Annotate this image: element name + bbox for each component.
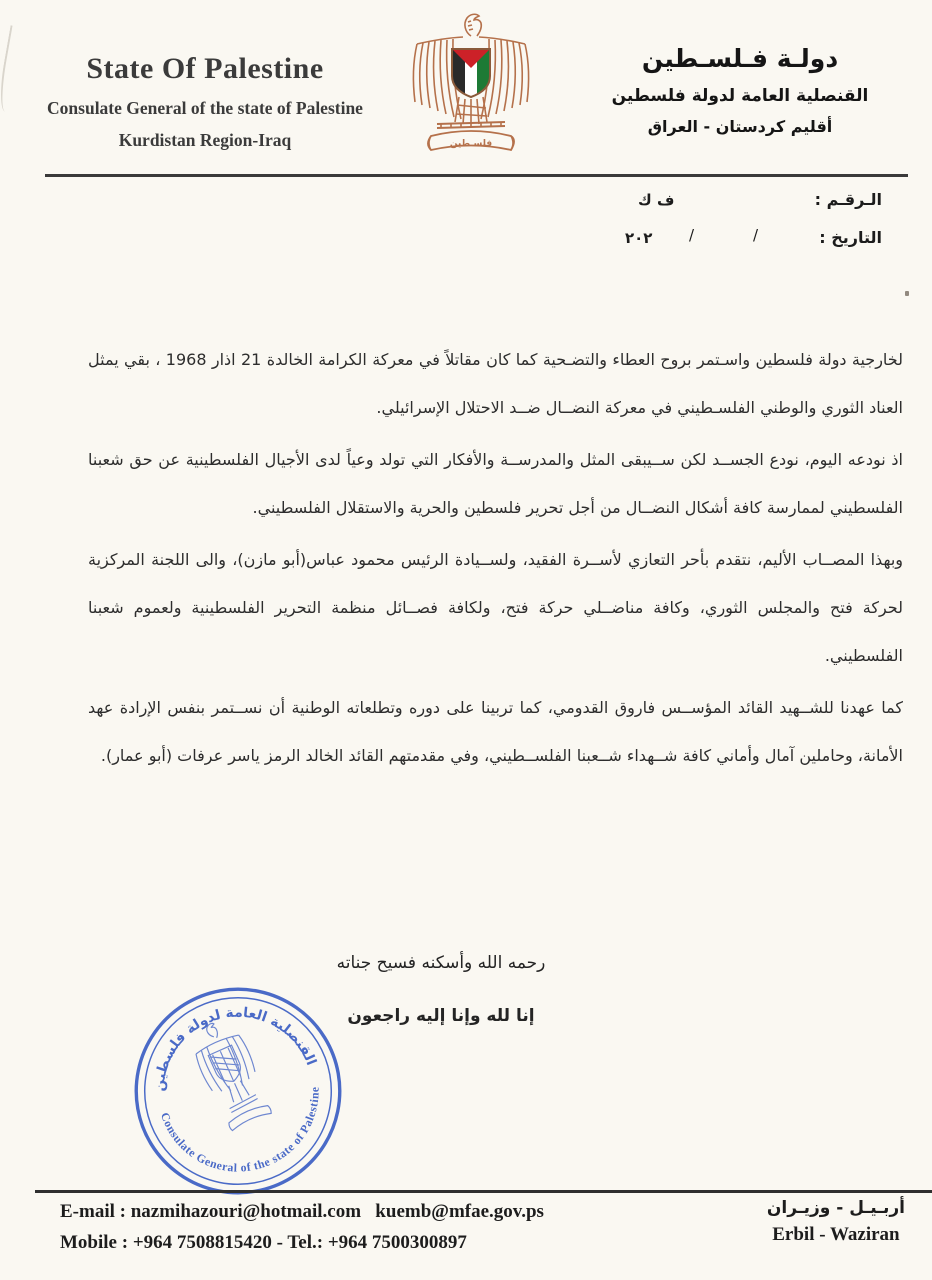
header-subtitle-ar: القنصلية العامة لدولة فلسطين [611,86,869,106]
footer-city-arabic: أربـيـل - وزيـران [766,1198,905,1218]
emblem-banner-text: فلسـطين [449,139,493,149]
footer-divider [35,1190,932,1193]
ref-number-label: الـرقـم : [814,190,882,209]
ref-date-slash: / [753,226,759,244]
letter-body [88,336,903,784]
header-region-ar: أقليم كردستان - العراق [647,117,833,136]
footer-location [767,1198,905,1246]
header-divider [45,174,908,177]
stamp-arabic-text: القنصلية العامة لدولة فلسطين [151,1004,320,1092]
header-arabic [570,44,910,136]
svg-text:Consulate General of the state [158,1084,335,1187]
paragraph-4: كما عهدنا للشــهيد القائد المؤســس فاروق القدومي، كما تربينا على دوره وتطلعاته الوطنية أن نســتمر بنفس الإرادة عهد الأمانة، وحاملين آمال وأماني كافة شــهداء شــعبنا الفلســطيني، وفي مقدمتهم القائد الخالد الرمز ياسر عرفات (أبو عمار). [88,698,903,765]
ref-date-year: ٢٠٢ [625,229,653,247]
footer-email-line: E-mail : nazmihazouri@hotmail.com kuemb@mfae.gov.ps [60,1201,544,1222]
paragraph-1: لخارجية دولة فلسطين واسـتمر بروح العطاء والتضـحية كما كان مقاتلاً في معركة الكرامة الخالدة 21 اذار 1968 ، بقي يمثل العناد الثوري والوطني الفلسـطيني في معركة النضــال ضــد الاحتلال الإسرائيلي. [88,350,904,417]
paragraph-3: وبهذا المصــاب الأليم، نتقدم بأحر التعازي لأســرة الفقيد، ولســيادة الرئيس محمود عباس(أبو مازن)، والى اللجنة المركزية لحركة فتح والمجلس الثوري، وكافة مناضــلي حركة فتح، ولكافة فصــائل منظمة التحرير الفلسطينية ولعموم شعبنا الفلسطيني. [88,550,903,665]
header-title-ar: دولـة فـلسـطين [641,44,839,73]
scan-speck [905,291,909,296]
header-title-en: State Of Palestine [86,52,324,85]
header-region-en: Kurdistan Region-Iraq [118,130,292,150]
closing-blessing: رحمه الله وأسكنه فسيح جناته [336,953,546,973]
ref-number-value: ف ك [638,191,675,209]
footer-contact [60,1201,544,1254]
consulate-stamp [111,968,364,1215]
ref-date-slash: / [689,226,695,244]
footer-city-english: Erbil - Waziran [772,1224,900,1245]
paragraph-2: اذ نودعه اليوم، نودع الجســد لكن ســيبقى المثل والمدرســة والأفكار التي تولد وعياً لدى الأجيال الفلسطينية عن حق شعبنا الفلسطيني لممارسة كافة أشكال النضــال من أجل تحرير فلسطين والحرية والاستقلال الفلسطيني. [88,450,903,517]
closing-verse: إنا لله وإنا إليه راجعون [347,1006,535,1026]
scan-artifact [0,25,26,112]
palestine-eagle-emblem-icon [397,10,545,168]
stamp-english-text: Consulate General of the state of Palestine [157,1086,322,1175]
header-subtitle-en: Consulate General of the state of Palestine [47,98,363,118]
reference-block [620,190,882,266]
ref-date-label: التاريخ : [819,228,882,247]
footer-mobile-line: Mobile : +964 7508815420 - Tel.: +964 7500300897 [60,1232,467,1253]
header-english [40,52,370,151]
